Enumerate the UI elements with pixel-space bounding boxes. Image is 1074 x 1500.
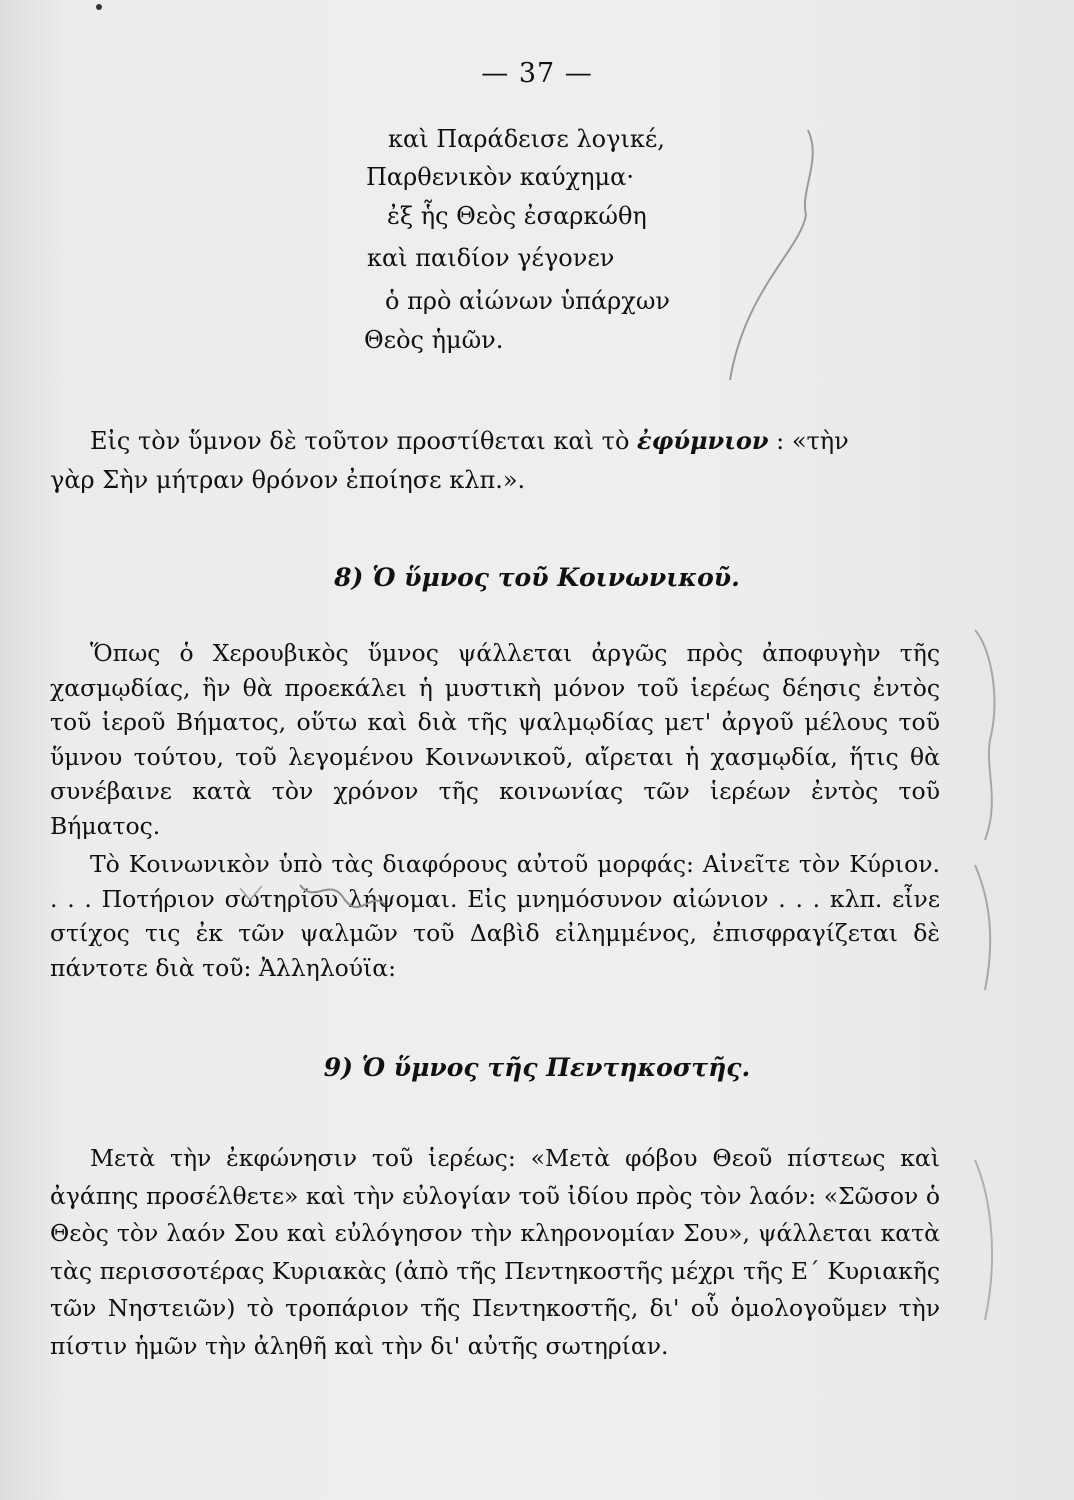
ephymnion-emphasis: ἐφύμνιον <box>637 426 769 455</box>
section-8-heading: 8) Ὁ ὕμνος τοῦ Κοινωνικοῦ. <box>334 563 740 592</box>
hymn-line-2: Παρθενικὸν καύχημα· <box>366 163 634 191</box>
ephymnion-text-start: Εἰς τὸν ὕμνον δὲ τοῦτον προστίθεται καὶ τὸ <box>90 427 638 455</box>
ephymnion-paragraph <box>90 424 940 459</box>
page-number: — 37 — <box>481 58 593 89</box>
ink-speck <box>96 4 102 10</box>
hymn-line-5: ὁ πρὸ αἰώνων ὑπάρχων <box>385 287 670 315</box>
hymn-line-4: καὶ παιδίον γέγονεν <box>367 244 615 272</box>
hymn-line-6: Θεὸς ἡμῶν. <box>364 326 504 354</box>
section-9-heading: 9) Ὁ ὕμνος τῆς Πεντηκοστῆς. <box>323 1053 751 1082</box>
section-9-paragraph: Μετὰ τὴν ἐκφώνησιν τοῦ ἱερέως: «Μετὰ φόβου Θεοῦ πίστεως καὶ ἀγάπης προσέλθετε» καὶ τὴν εὐλογίαν τοῦ ἰδίου πρὸς τὸν λαόν: «Σῶσον ὁ Θεὸς τὸν λαόν Σου καὶ εὐλόγησον τὴν κληρονομίαν Σου», ψάλλεται κατὰ τὰς περισσοτέρας Κυριακὰς (ἀπὸ τῆς Πεντηκοστῆς μέχρι τῆς Ε΄ Κυριακῆς τῶν Νηστειῶν) τὸ τροπάριον τῆς Πεντηκοστῆς, δι' οὗ ὁμολογοῦμεν τὴν πίστιν ἡμῶν τὴν ἀληθῆ καὶ τὴν δι' αὐτῆς σωτηρίαν. <box>50 1144 940 1360</box>
hymn-line-1: καὶ Παράδεισε λογικέ, <box>388 125 665 153</box>
section-8-paragraph-1: Ὅπως ὁ Χερουβικὸς ὕμνος ψάλλεται ἀργῶς πρὸς ἀποφυγὴν τῆς χασμῳδίας, ἣν θὰ προεκάλει ἡ μυστικὴ μόνον τοῦ ἱερέως δέησις ἐντὸς τοῦ ἱεροῦ Βήματος, οὕτω καὶ διὰ τῆς ψαλμῳδίας μετ' ἀργοῦ μέλους τοῦ ὕμνου τούτου, τοῦ λεγομένου Κοινωνικοῦ, αἴρεται ἡ χασμῳδία, ἥτις θὰ συνέβαινε κατὰ τὸν χρόνον τῆς κοινωνίας τῶν ἱερέων ἐντὸς τοῦ Βήματος. <box>50 639 940 840</box>
section-8-paragraph-2: Τὸ Κοινωνικὸν ὑπὸ τὰς διαφόρους αὐτοῦ μορφάς: Αἰνεῖτε τὸν Κύριον. . . . Ποτήριον σωτηρίου λήψομαι. Εἰς μνημόσυνον αἰώνιον . . . κλπ. εἶνε στίχος τις ἐκ τῶν ψαλμῶν τοῦ Δαβὶδ εἰλημμένος, ἐπισφραγίζεται δὲ πάντοτε διὰ τοῦ: Ἀλληλούϊα: <box>50 850 940 982</box>
ephymnion-paragraph-line2: γὰρ Σὴν μήτραν θρόνον ἐποίησε κλπ.». <box>50 466 526 494</box>
hymn-line-3: ἐξ ἧς Θεὸς ἐσαρκώθη <box>387 202 647 230</box>
ephymnion-text-end: : «τὴν <box>768 427 849 455</box>
